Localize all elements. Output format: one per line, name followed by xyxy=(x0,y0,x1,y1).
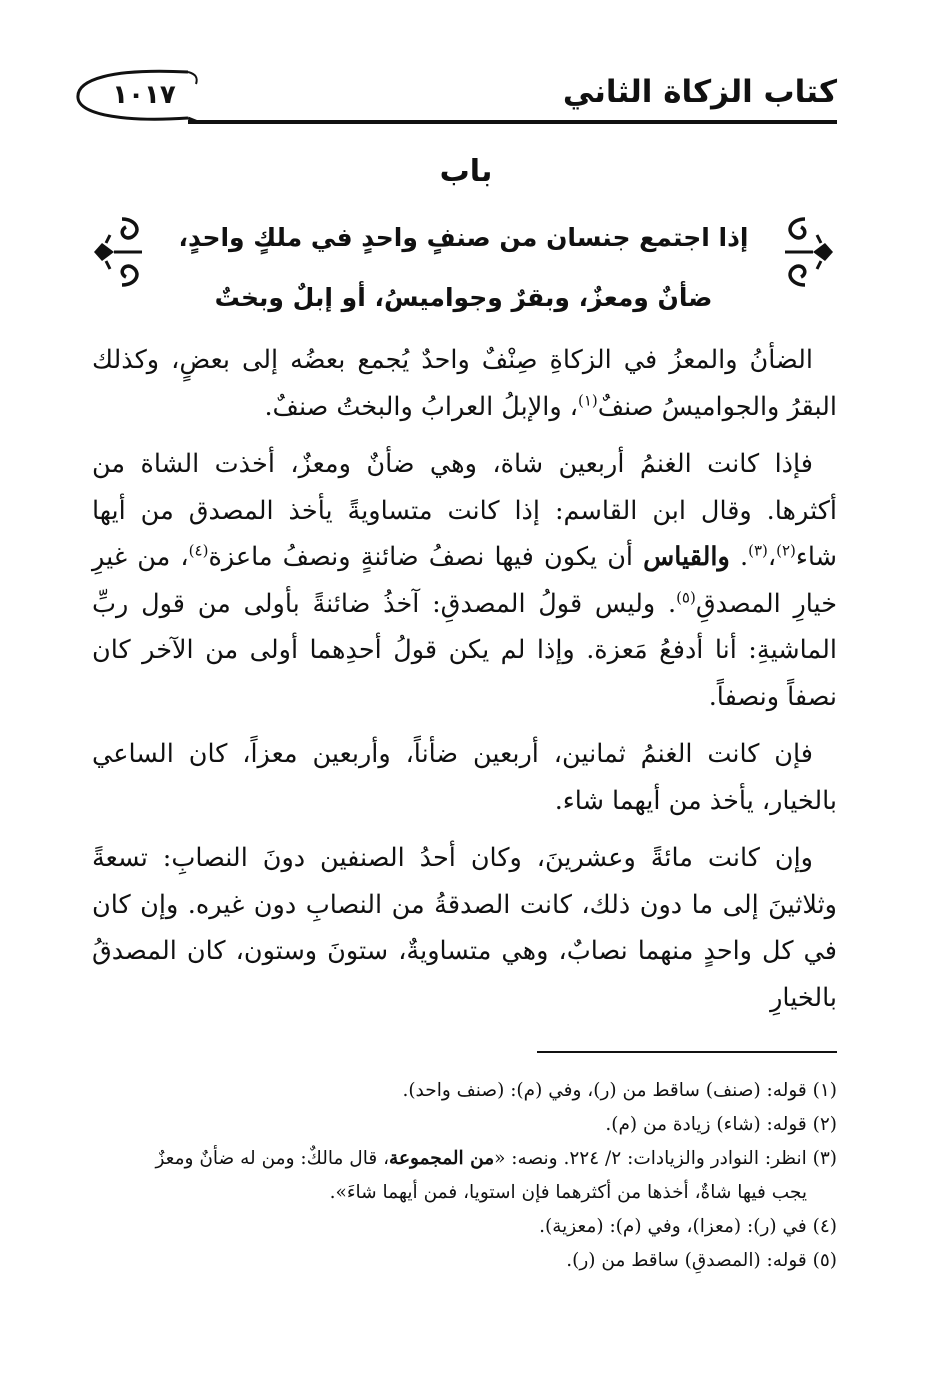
chapter-title-line-1: إذا اجتمع جنسان من صنفٍ واحدٍ في ملكٍ واحدٍ، xyxy=(178,223,749,252)
footnote: (٤) في (ر): (معزا)، وفي (م): (معزية). xyxy=(539,1216,837,1237)
main-text xyxy=(92,337,837,1032)
book-title: كتاب الزكاة الثاني xyxy=(562,74,837,110)
header-divider xyxy=(188,120,837,124)
bold-term: من المجموعة xyxy=(389,1148,495,1169)
footnote: (٥) قوله: (المصدقِ) ساقط من (ر). xyxy=(566,1250,837,1271)
footnotes xyxy=(92,1074,837,1278)
footnote xyxy=(92,1142,837,1176)
paragraph xyxy=(92,441,837,720)
footnote-ref: (٣) xyxy=(748,541,768,560)
footnote: (١) قوله: (صنف) ساقط من (ر)، وفي (م): (صنف واحد). xyxy=(402,1080,837,1101)
chapter-label: باب xyxy=(439,154,493,189)
text-run: . وليس قولُ المصدقِ: آخذُ ضائنةً بأولى من قول ربِّ الماشيةِ: أنا أدفعُ مَعزة. وإذا لم يكن قولُ أحدِهما أولى من الآخر كان نصفاً ونصفاً. xyxy=(92,588,837,712)
arabesque-ornament-icon xyxy=(90,213,154,291)
paragraph xyxy=(92,337,837,430)
chapter-title-line-2: ضأنٌ ومعزٌ، وبقرٌ وجواميسُ، أو إبلٌ وبختٌ xyxy=(214,283,713,312)
text-run: فإذا كانت الغنمُ أربعين شاة، وهي ضأنٌ ومعزٌ، أخذت الشاة من أكثرها. وقال ابن القاسم: إذا كانت متساويةً يأخذ المصدق من أيها شاء xyxy=(92,449,838,572)
text-run: أن يكون فيها نصفُ ضائنةٍ ونصفُ ماعزة xyxy=(208,542,644,572)
text-run: (٣) انظر: النوادر والزيادات: ٢/ ٢٢٤. ونصه: « xyxy=(494,1148,837,1169)
paragraph: وإن كانت مائةً وعشرينَ، وكان أحدُ الصنفين دونَ النصابِ: تسعةً وثلاثينَ إلى ما دون ذلك، كانت الصدقةُ من النصابِ دون غيره. وإن كان في كل واحدٍ منهما نصابٌ، وهي متساويةٌ، ستونَ وستون، كان المصدقُ بالخيارِ xyxy=(92,843,837,1013)
text-run: ، قال مالكٌ: ومن له ضأنٌ ومعزٌ xyxy=(155,1148,390,1169)
page-number: ١٠١٧ xyxy=(112,80,176,110)
footnote-ref: (٤) xyxy=(188,541,209,560)
footnote-ref: (٢) xyxy=(776,541,796,560)
footnote: (٢) قوله: (شاء) زيادة من (م). xyxy=(605,1114,837,1135)
footnote-ref: (١) xyxy=(577,391,598,409)
text-run: ، xyxy=(767,542,777,572)
text-run: الضأنُ والمعزُ في الزكاةِ صِنْفٌ واحدٌ يُجمع بعضُه إلى بعضٍ، وكذلك البقرُ والجواميسُ صنفٌ xyxy=(92,345,837,422)
text-run: ، من غيرِ خيارِ المصدقِ xyxy=(92,542,838,619)
footnote-ref: (٥) xyxy=(676,588,696,606)
text-run: . xyxy=(729,542,749,572)
arabesque-ornament-icon xyxy=(773,213,837,291)
bold-term: والقياس xyxy=(643,542,730,572)
page-header xyxy=(70,62,837,132)
footnote-continuation: يجب فيها شاةٌ، أخذها من أكثرهما فإن استويا، فمن أيهما شاءَ». xyxy=(329,1182,807,1203)
footnote-divider xyxy=(537,1051,837,1053)
paragraph: فإن كانت الغنمُ ثمانين، أربعين ضأناً، وأربعين معزاً، كان الساعي بالخيار، يأخذ من أيهما شاء. xyxy=(92,739,837,816)
text-run: ، والإبلُ العرابُ والبختُ صنفٌ. xyxy=(264,391,578,422)
